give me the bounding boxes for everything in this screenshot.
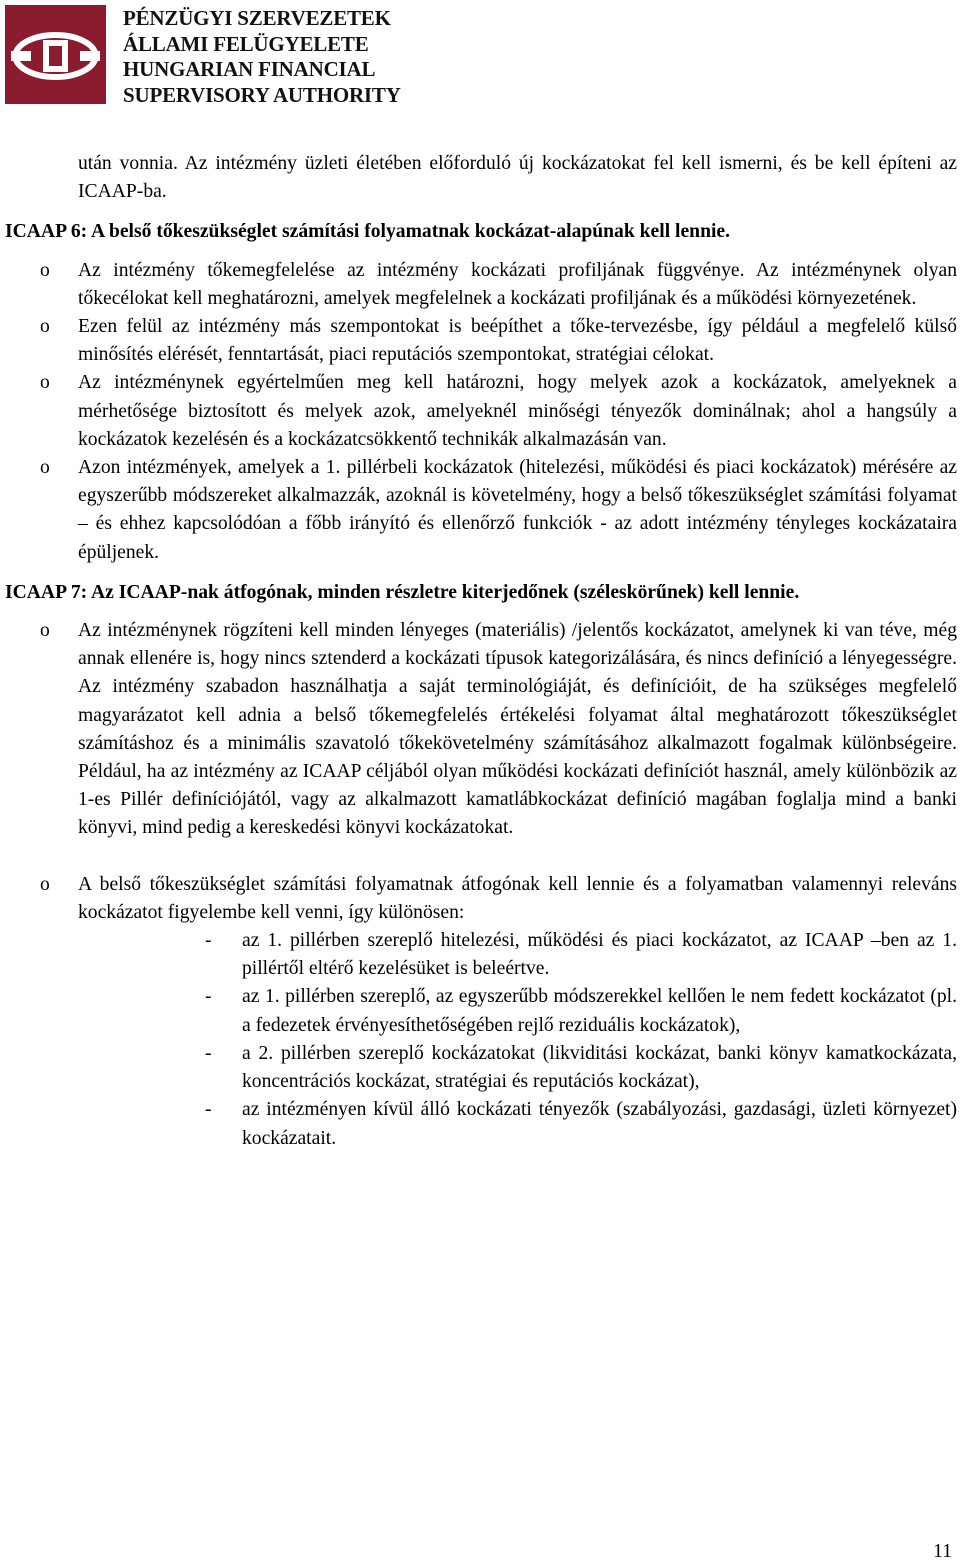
org-line-2: ÁLLAMI FELÜGYELETE bbox=[123, 31, 369, 56]
bullet-marker: o bbox=[40, 873, 50, 895]
icaap6-item-3 bbox=[5, 369, 957, 454]
icaap6-heading: ICAAP 6: A belső tőkeszükséglet számítási folyamatnak kockázat-alapúnak kell lennie. bbox=[5, 221, 731, 243]
bullet-marker: o bbox=[40, 620, 50, 642]
dash-marker: - bbox=[205, 930, 212, 952]
icaap6-item-4 bbox=[5, 454, 957, 567]
icaap7-sub-item-4-text: az intézményen kívül álló kockázati tényezők (szabályozási, gazdasági, üzleti környezet) kockázatait. bbox=[242, 1099, 957, 1149]
icaap6-item-1-text: Az intézmény tőkemegfelelése az intézmény kockázati profiljának függvénye. Az intézménynek olyan tőkecélokat kell meghatározni, amelyek megfelelnek a kockázati profiljának és a működési környezetének. bbox=[78, 259, 957, 309]
icaap6-item-4-text: Azon intézmények, amelyek a 1. pillérbeli kockázatok (hitelezési, működési és piaci kockázatok) mérésére az egyszerűbb módszereket alkalmazzák, azoknál is követelmény, hogy a belső tőkeszükséglet számítási folyamat – és ehhez kapcsolódóan a főbb irányító és ellenőrző funkciók - az adott intézmény tényleges kockázataira épüljenek. bbox=[78, 457, 957, 563]
bullet-marker: o bbox=[40, 316, 50, 338]
icaap6-item-2 bbox=[5, 313, 957, 369]
icaap6-item-3-text: Az intézménynek egyértelműen meg kell határozni, hogy melyek azok a kockázatok, amelyeknek a mérhetősége biztosított és melyek azok, amelyeknél minőségi tényezők dominálnak; ahol a hangsúly a kockázatok kezelésén és a kockázatcsökkentő technikák alkalmazásán van. bbox=[78, 372, 957, 450]
icaap7-sub-item-4 bbox=[5, 1096, 957, 1152]
icaap7-item-2-text: A belső tőkeszükséglet számítási folyamatnak átfogónak kell lennie és a folyamatban valamennyi releváns kockázatot figyelembe kell venni, így különösen: bbox=[78, 873, 957, 923]
document-body bbox=[5, 150, 957, 1153]
icaap7-item-1 bbox=[5, 617, 957, 843]
icaap6-item-1 bbox=[5, 257, 957, 313]
organization-name bbox=[123, 6, 401, 108]
bullet-marker: o bbox=[40, 259, 50, 281]
icaap7-heading: ICAAP 7: Az ICAAP-nak átfogónak, minden részletre kiterjedőnek (széleskörűnek) kell lennie. bbox=[5, 581, 800, 603]
icaap7-sub-item-2-text: az 1. pillérben szereplő, az egyszerűbb módszerekkel kellően le nem fedett kockázatot (pl. a fedezetek érvényesíthetőségében rejlő reziduális kockázatok), bbox=[242, 986, 957, 1036]
icaap7-sub-item-1 bbox=[5, 927, 957, 983]
intro-paragraph: után vonnia. Az intézmény üzleti életében előforduló új kockázatokat fel kell ismerni, és be kell építeni az ICAAP-ba. bbox=[78, 153, 957, 203]
icaap7-sub-item-2 bbox=[5, 983, 957, 1039]
icaap7-sub-item-3 bbox=[5, 1040, 957, 1096]
hfsa-logo-icon bbox=[5, 5, 106, 104]
dash-marker: - bbox=[205, 986, 212, 1008]
icaap7-sub-item-3-text: a 2. pillérben szereplő kockázatokat (likviditási kockázat, banki könyv kamatkockázata, koncentrációs kockázat, stratégiai és reputációs kockázat), bbox=[242, 1042, 957, 1093]
org-line-1: PÉNZÜGYI SZERVEZETEK bbox=[123, 6, 391, 30]
dash-marker: - bbox=[205, 1042, 212, 1064]
icaap7-item-1-text: Az intézménynek rögzíteni kell minden lényeges (materiális) /jelentős kockázatot, amelynek ki van téve, még annak ellenére is, hogy nincs sztenderd a kockázati típusok kategorizálására, és nincs definíció a lényegességre. Az intézmény szabadon használhatja a saját terminológiáját, és definícióit, de ha szükséges megfelelő magyarázatot kell adnia a belső tőkemegfelelés értékelési folyamat által meghatározott tőkeszükséglet számításhoz és a minimális szavatoló tőkekövetelmény számításához alkalmazott fogalmak különbségeire. Például, ha az intézmény az ICAAP céljából olyan működési kockázati definíciót használ, amely különbözik az 1-es Pillér definíciójától, vagy az alkalmazott kamatlábkockázat definíció magában foglalja mind a banki könyvi, mind pedig a kereskedési könyvi kockázatokat. bbox=[78, 620, 957, 839]
page-number: 11 bbox=[933, 1541, 952, 1562]
hfsa-logo bbox=[5, 5, 106, 104]
bullet-marker: o bbox=[40, 457, 50, 479]
icaap7-sub-item-1-text: az 1. pillérben szereplő hitelezési, működési és piaci kockázatot, az ICAAP –ben az 1. pillértől eltérő kezelésüket is beleértve. bbox=[242, 930, 957, 980]
dash-marker: - bbox=[205, 1099, 212, 1121]
icaap7-item-2 bbox=[5, 871, 957, 927]
icaap6-item-2-text: Ezen felül az intézmény más szempontokat is beépíthet a tőke-tervezésbe, így például a megfelelő külső minősítés elérését, fenntartását, piaci reputációs szempontokat, stratégiai célokat. bbox=[78, 316, 957, 366]
org-line-3: HUNGARIAN FINANCIAL bbox=[123, 57, 376, 81]
bullet-marker: o bbox=[40, 372, 50, 394]
org-line-4: SUPERVISORY AUTHORITY bbox=[123, 82, 401, 107]
